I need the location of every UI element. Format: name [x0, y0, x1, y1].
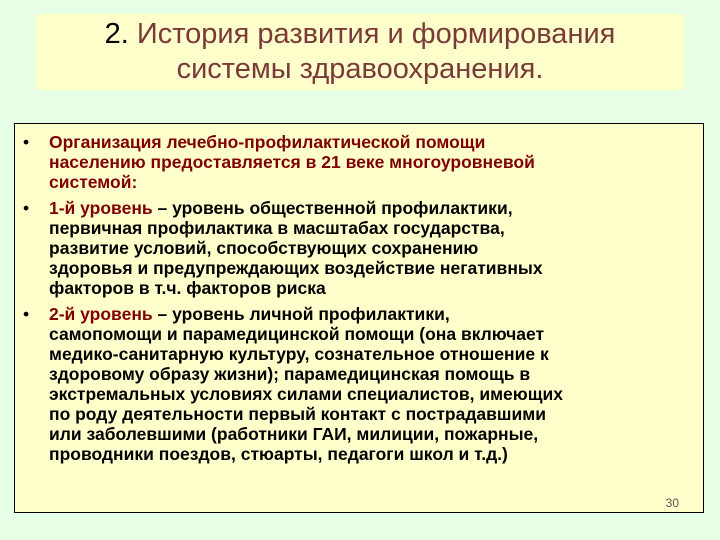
- bullet-line: системой:: [49, 172, 138, 192]
- bullet-line: первичная профилактика в масштабах государства,: [49, 218, 505, 238]
- bullet-item-level-2: [15, 304, 703, 464]
- bullet-line: по роду деятельности первый контакт с пострадавшими: [49, 404, 546, 424]
- level-description: – уровень личной профилактики,: [152, 304, 450, 324]
- title-number: 2.: [104, 18, 129, 50]
- slide-number: 30: [665, 496, 679, 510]
- slide-title-box: [36, 14, 684, 90]
- bullet-line: здоровому образу жизни); парамедицинская помощь в: [49, 364, 531, 384]
- bullet-list: [15, 132, 703, 464]
- slide-title-line-2: системы здравоохранения.: [176, 53, 544, 85]
- bullet-line: населению предоставляется в 21 веке многоуровневой: [49, 152, 535, 172]
- bullet-line: экстремальных условиях силами специалистов, имеющих: [49, 384, 563, 404]
- title-line-1-text: История развития и формирования: [128, 18, 616, 50]
- bullet-line: факторов в т.ч. факторов риска: [49, 278, 326, 298]
- bullet-icon: •: [23, 132, 30, 152]
- bullet-item-organization: [15, 132, 703, 192]
- level-label: 2-й уровень: [49, 304, 153, 324]
- bullet-line: самопомощи и парамедицинской помощи (она включает: [49, 324, 545, 344]
- level-label: 1-й уровень: [49, 198, 153, 218]
- bullet-line: проводники поездов, стюарты, педагоги школ и т.д.): [49, 444, 508, 464]
- bullet-line: медико-санитарную культуру, сознательное отношение к: [49, 344, 549, 364]
- bullet-icon: •: [23, 198, 30, 218]
- slide-title-line-1: [105, 17, 616, 52]
- bullet-icon: •: [23, 304, 30, 324]
- bullet-line: развитие условий, способствующих сохранению: [49, 238, 479, 258]
- bullet-item-level-1: [15, 198, 703, 298]
- bullet-line: или заболевшими (работники ГАИ, милиции, пожарные,: [49, 424, 539, 444]
- bullet-line: [49, 198, 699, 218]
- bullet-line: [49, 304, 699, 324]
- level-description: – уровень общественной профилактики,: [152, 198, 513, 218]
- content-box: [14, 123, 704, 513]
- bullet-line: здоровья и предупреждающих воздействие негативных: [49, 258, 543, 278]
- bullet-line: Организация лечебно-профилактической помощи: [49, 132, 486, 152]
